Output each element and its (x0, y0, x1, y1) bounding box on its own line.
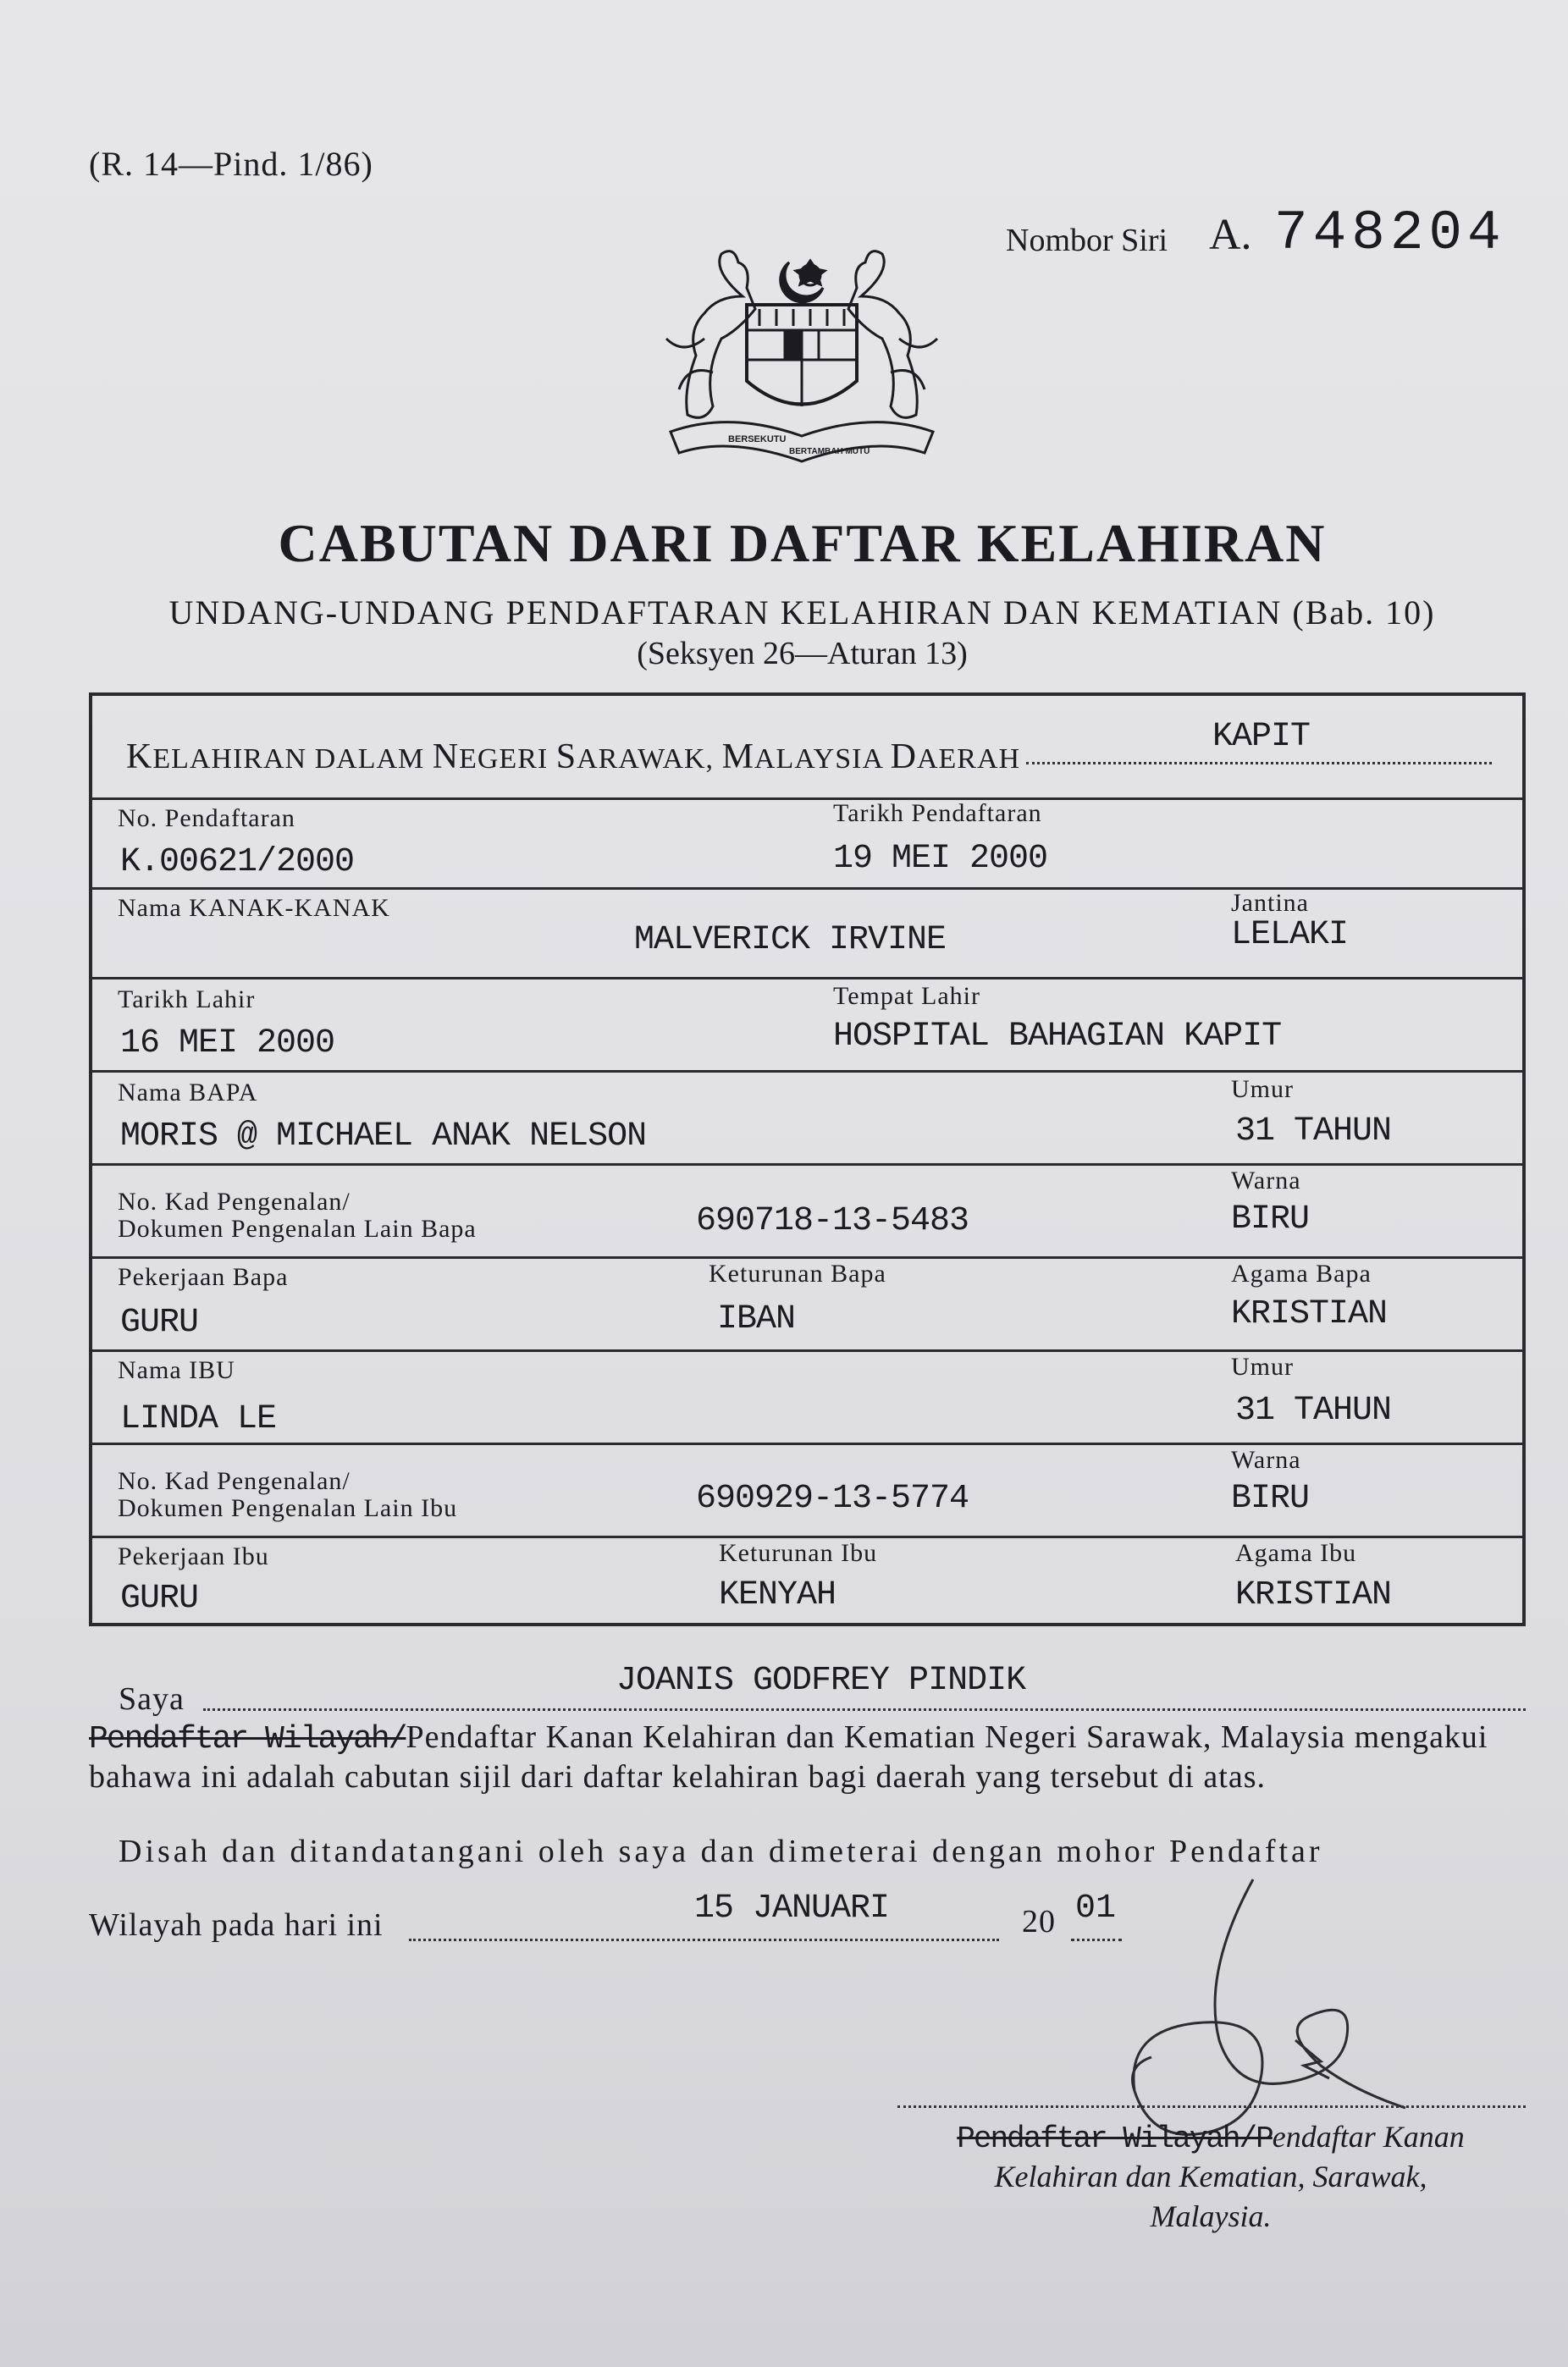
document-section-reference: (Seksyen 26—Aturan 13) (637, 636, 968, 671)
declaration-line-3: Disah dan ditandatangani oleh saya dan dimeterai dengan mohor Pendaftar (119, 1834, 1323, 1869)
form-reference-code: (R. 14—Pind. 1/86) (89, 145, 373, 183)
child-name-value: MALVERICK IRVINE (634, 921, 947, 959)
gender-label: Jantina (1231, 889, 1309, 917)
mother-age-label: Umur (1231, 1353, 1294, 1381)
child-name-label: Nama KANAK-KANAK (118, 894, 390, 922)
registrar-signature-icon (1101, 1871, 1422, 2159)
issue-date-value: 15 JANUARI (694, 1890, 890, 1928)
father-age-value: 31 TAHUN (1235, 1112, 1392, 1150)
father-ethnicity-label: Keturunan Bapa (709, 1260, 886, 1288)
row-divider (92, 977, 1522, 979)
document-subtitle: UNDANG-UNDANG PENDAFTARAN KELAHIRAN DAN KEMATIAN (Bab. 10) (168, 593, 1436, 632)
registrar-name-value: JOANIS GODFREY PINDIK (616, 1662, 1026, 1700)
father-id-value: 690718-13-5483 (696, 1202, 969, 1240)
father-religion-label: Agama Bapa (1231, 1260, 1372, 1288)
registrar-name-dotted-line (203, 1708, 1526, 1711)
mother-occupation-label: Pekerjaan Ibu (118, 1542, 269, 1570)
declaration-line-1: Pendaftar Wilayah/Pendaftar Kanan Kelahiran dan Kematian Negeri Sarawak, Malaysia mengakui (89, 1719, 1488, 1757)
declaration-saya: Saya (119, 1681, 185, 1717)
row-divider (92, 1070, 1522, 1073)
row-divider (92, 1536, 1522, 1538)
serial-number-prefix: A. (1209, 211, 1252, 259)
signature-dotted-line (897, 2105, 1526, 2108)
signature-title-line-2: Kelahiran dan Kematian, Sarawak, (994, 2160, 1427, 2193)
date-of-birth-label: Tarikh Lahir (118, 985, 256, 1013)
malaysia-coat-of-arms-icon (654, 246, 950, 483)
row-divider (92, 797, 1522, 800)
father-age-label: Umur (1231, 1075, 1294, 1103)
crest-ribbon-center-text: BERTAMBAH MUTU (789, 447, 870, 456)
father-ethnicity-value: IBAN (717, 1300, 796, 1338)
father-name-value: MORIS @ MICHAEL ANAK NELSON (120, 1117, 647, 1156)
mother-name-label: Nama IBU (118, 1356, 235, 1384)
struck-out-signature-title: Pendaftar Wilayah/P (957, 2121, 1273, 2156)
place-of-birth-value: HOSPITAL BAHAGIAN KAPIT (833, 1018, 1282, 1056)
mother-colour-value: BIRU (1231, 1480, 1310, 1518)
declaration-line-2: bahawa ini adalah cabutan sijil dari daftar kelahiran bagi daerah yang tersebut di atas. (89, 1759, 1267, 1795)
mother-colour-label: Warna (1231, 1446, 1301, 1474)
signature-title-line-3: Malaysia. (1150, 2199, 1272, 2233)
serial-number: 748204 (1274, 201, 1506, 265)
row-divider (92, 1163, 1522, 1166)
row-divider (92, 1349, 1522, 1352)
registration-number-label: No. Pendaftaran (118, 804, 295, 832)
registration-form-table (89, 692, 1526, 1626)
father-colour-label: Warna (1231, 1167, 1301, 1195)
mother-occupation-value: GURU (120, 1580, 199, 1618)
mother-religion-label: Agama Ibu (1235, 1539, 1357, 1567)
registration-date-value: 19 MEI 2000 (833, 840, 1048, 878)
father-religion-value: KRISTIAN (1231, 1295, 1388, 1333)
mother-name-value: LINDA LE (120, 1400, 277, 1438)
registration-date-label: Tarikh Pendaftaran (833, 799, 1042, 827)
date-dotted-line (409, 1939, 999, 1941)
declaration-line-4: Wilayah pada hari ini (89, 1907, 384, 1943)
father-occupation-label: Pekerjaan Bapa (118, 1263, 289, 1291)
father-occupation-value: GURU (120, 1304, 199, 1342)
birth-region-label: KELAHIRAN DALAM NEGERI SARAWAK, MALAYSIA DAERAH (126, 737, 1021, 776)
serial-number-label: Nombor Siri (1006, 223, 1168, 258)
mother-id-label: No. Kad Pengenalan/ Dokumen Pengenalan Lain Ibu (118, 1467, 458, 1522)
mother-age-value: 31 TAHUN (1235, 1392, 1392, 1430)
date-of-birth-value: 16 MEI 2000 (120, 1024, 335, 1062)
signature-title-line-1: Pendaftar Wilayah/Pendaftar Kanan (957, 2120, 1465, 2156)
place-of-birth-label: Tempat Lahir (833, 982, 980, 1010)
struck-out-title: Pendaftar Wilayah/ (89, 1721, 406, 1757)
row-divider (92, 1443, 1522, 1445)
mother-id-value: 690929-13-5774 (696, 1480, 969, 1518)
father-name-label: Nama BAPA (118, 1079, 258, 1106)
mother-ethnicity-label: Keturunan Ibu (719, 1539, 878, 1567)
district-dotted-line (1026, 762, 1492, 764)
year-prefix: 20 (1022, 1904, 1056, 1939)
father-colour-value: BIRU (1231, 1200, 1310, 1239)
document-title: CABUTAN DARI DAFTAR KELAHIRAN (278, 513, 1327, 573)
gender-value: LELAKI (1231, 916, 1349, 954)
year-suffix: 01 (1075, 1890, 1117, 1928)
registration-number-value: K.00621/2000 (120, 843, 355, 881)
father-id-label: No. Kad Pengenalan/ Dokumen Pengenalan Lain Bapa (118, 1188, 477, 1243)
mother-religion-value: KRISTIAN (1235, 1576, 1392, 1614)
crest-ribbon-left-text: BERSEKUTU (728, 434, 787, 444)
mother-ethnicity-value: KENYAH (719, 1576, 836, 1614)
row-divider (92, 1256, 1522, 1259)
district-value: KAPIT (1212, 718, 1311, 756)
